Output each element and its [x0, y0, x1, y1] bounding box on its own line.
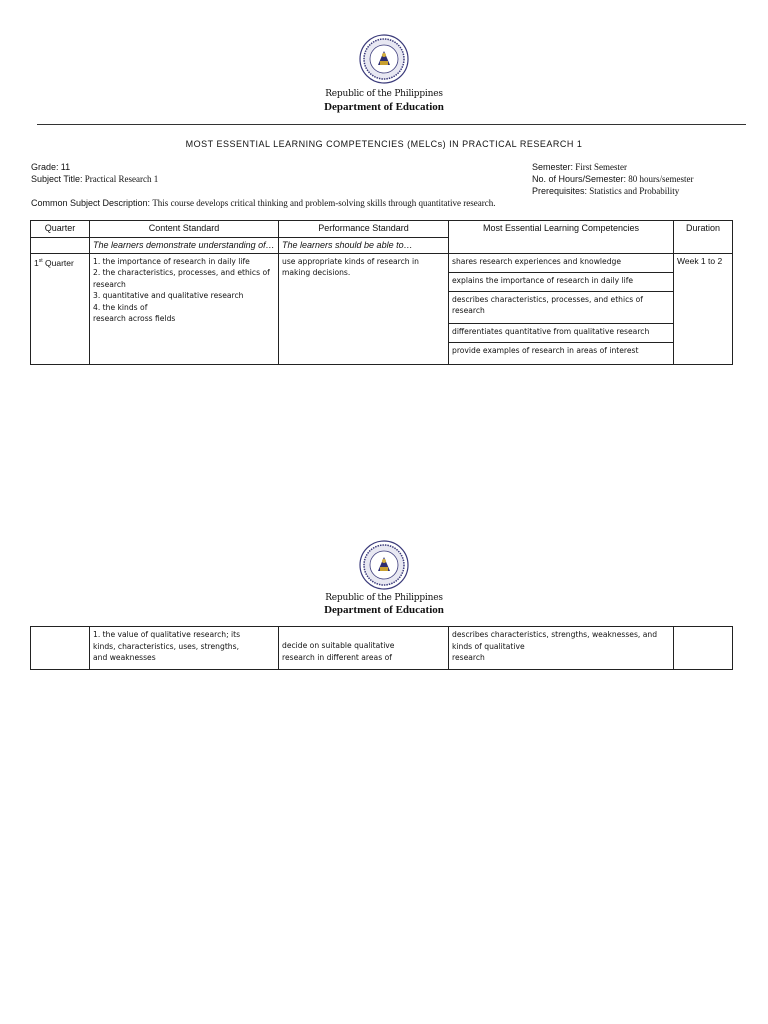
- quarter-word: Quarter: [45, 257, 74, 268]
- table-header-row: [31, 221, 733, 238]
- document-title: MOST ESSENTIAL LEARNING COMPETENCIES (MELCs) IN PRACTICAL RESEARCH 1: [185, 139, 583, 149]
- department-title: Department of Education: [324, 604, 444, 616]
- subject-label: Subject Title:: [31, 174, 83, 184]
- header-melc: Most Essential Learning Competencies: [449, 221, 674, 254]
- subheader-content: The learners demonstrate understanding of…: [90, 237, 279, 253]
- content-item: kinds, characteristics, uses, strengths,: [93, 641, 239, 651]
- table-row: [31, 253, 733, 272]
- header-quarter: Quarter: [31, 221, 90, 238]
- quarter-number: 1: [34, 257, 39, 268]
- semester-value: First Semester: [575, 162, 628, 172]
- melc-item: kinds of qualitative: [452, 641, 525, 651]
- header-duration: Duration: [674, 221, 733, 254]
- content-item: 2. the characteristics, processes, and ethics of research: [93, 268, 270, 289]
- grade-label: Grade:: [31, 162, 59, 172]
- subject-line: [31, 173, 158, 185]
- melc-item: research: [452, 653, 485, 662]
- header-content-standard: Content Standard: [90, 221, 279, 238]
- melc-table: [30, 220, 733, 365]
- deped-seal-icon: [359, 34, 409, 84]
- melc-item: describes characteristics, strengths, weaknesses, and: [452, 630, 658, 639]
- performance-standard-cell: use appropriate kinds of research in making decisions.: [279, 253, 449, 364]
- melc-item: describes characteristics, processes, and ethics of research: [449, 291, 674, 323]
- content-item: 1. the importance of research in daily life: [93, 256, 250, 266]
- table-row: [31, 627, 733, 670]
- melc-item: provide examples of research in areas of interest: [449, 342, 674, 364]
- republic-text: Republic of the Philippines: [325, 593, 443, 603]
- grade-line: [31, 161, 70, 173]
- melc-item: explains the importance of research in daily life: [449, 272, 674, 291]
- description-label: Common Subject Description:: [31, 198, 151, 208]
- melc-item: shares research experiences and knowledge: [449, 253, 674, 272]
- quarter-cell-empty: [31, 627, 90, 670]
- subheader-quarter-empty: [31, 237, 90, 253]
- performance-item: decide on suitable qualitative: [282, 641, 395, 650]
- page-2: [0, 512, 768, 1024]
- semester-label: Semester:: [532, 162, 574, 172]
- performance-item: research in different areas of: [282, 652, 392, 662]
- subheader-performance: The learners should be able to…: [279, 237, 449, 253]
- deped-seal-icon: [359, 540, 409, 590]
- duration-cell: Week 1 to 2: [674, 253, 733, 364]
- department-title: Department of Education: [324, 101, 444, 113]
- hours-label: No. of Hours/Semester:: [532, 174, 627, 184]
- header-performance-standard: Performance Standard: [279, 221, 449, 238]
- hours-value: 80 hours/semester: [628, 174, 694, 184]
- melc-table-continued: [30, 626, 733, 670]
- prereq-value: Statistics and Probability: [589, 186, 680, 196]
- header-divider: [37, 124, 746, 125]
- performance-standard-cell: [279, 627, 449, 670]
- duration-cell-empty: [674, 627, 733, 670]
- content-item: 4. the kinds of: [93, 302, 148, 312]
- quarter-suffix: st: [38, 257, 43, 264]
- description-line: [31, 197, 495, 209]
- content-standard-cell: [90, 627, 279, 670]
- melc-item: differentiates quantitative from qualitative research: [449, 323, 674, 342]
- republic-text: Republic of the Philippines: [325, 89, 443, 99]
- content-item: and weaknesses: [93, 653, 156, 662]
- content-item: research across fields: [93, 314, 176, 323]
- prereq-label: Prerequisites:: [532, 186, 588, 196]
- quarter-cell: [31, 253, 90, 364]
- semester-line: [532, 161, 627, 173]
- subject-value: Practical Research 1: [84, 174, 159, 184]
- prereq-line: [532, 185, 679, 197]
- description-value: This course develops critical thinking and problem-solving skills through quantitative research.: [152, 198, 496, 208]
- content-item: 3. quantitative and qualitative research: [93, 291, 244, 300]
- content-item: 1. the value of qualitative research; its: [93, 630, 241, 639]
- content-standard-cell: [90, 253, 279, 364]
- melc-cell: [449, 627, 674, 670]
- hours-line: [532, 173, 694, 185]
- grade-value: 11: [60, 162, 71, 172]
